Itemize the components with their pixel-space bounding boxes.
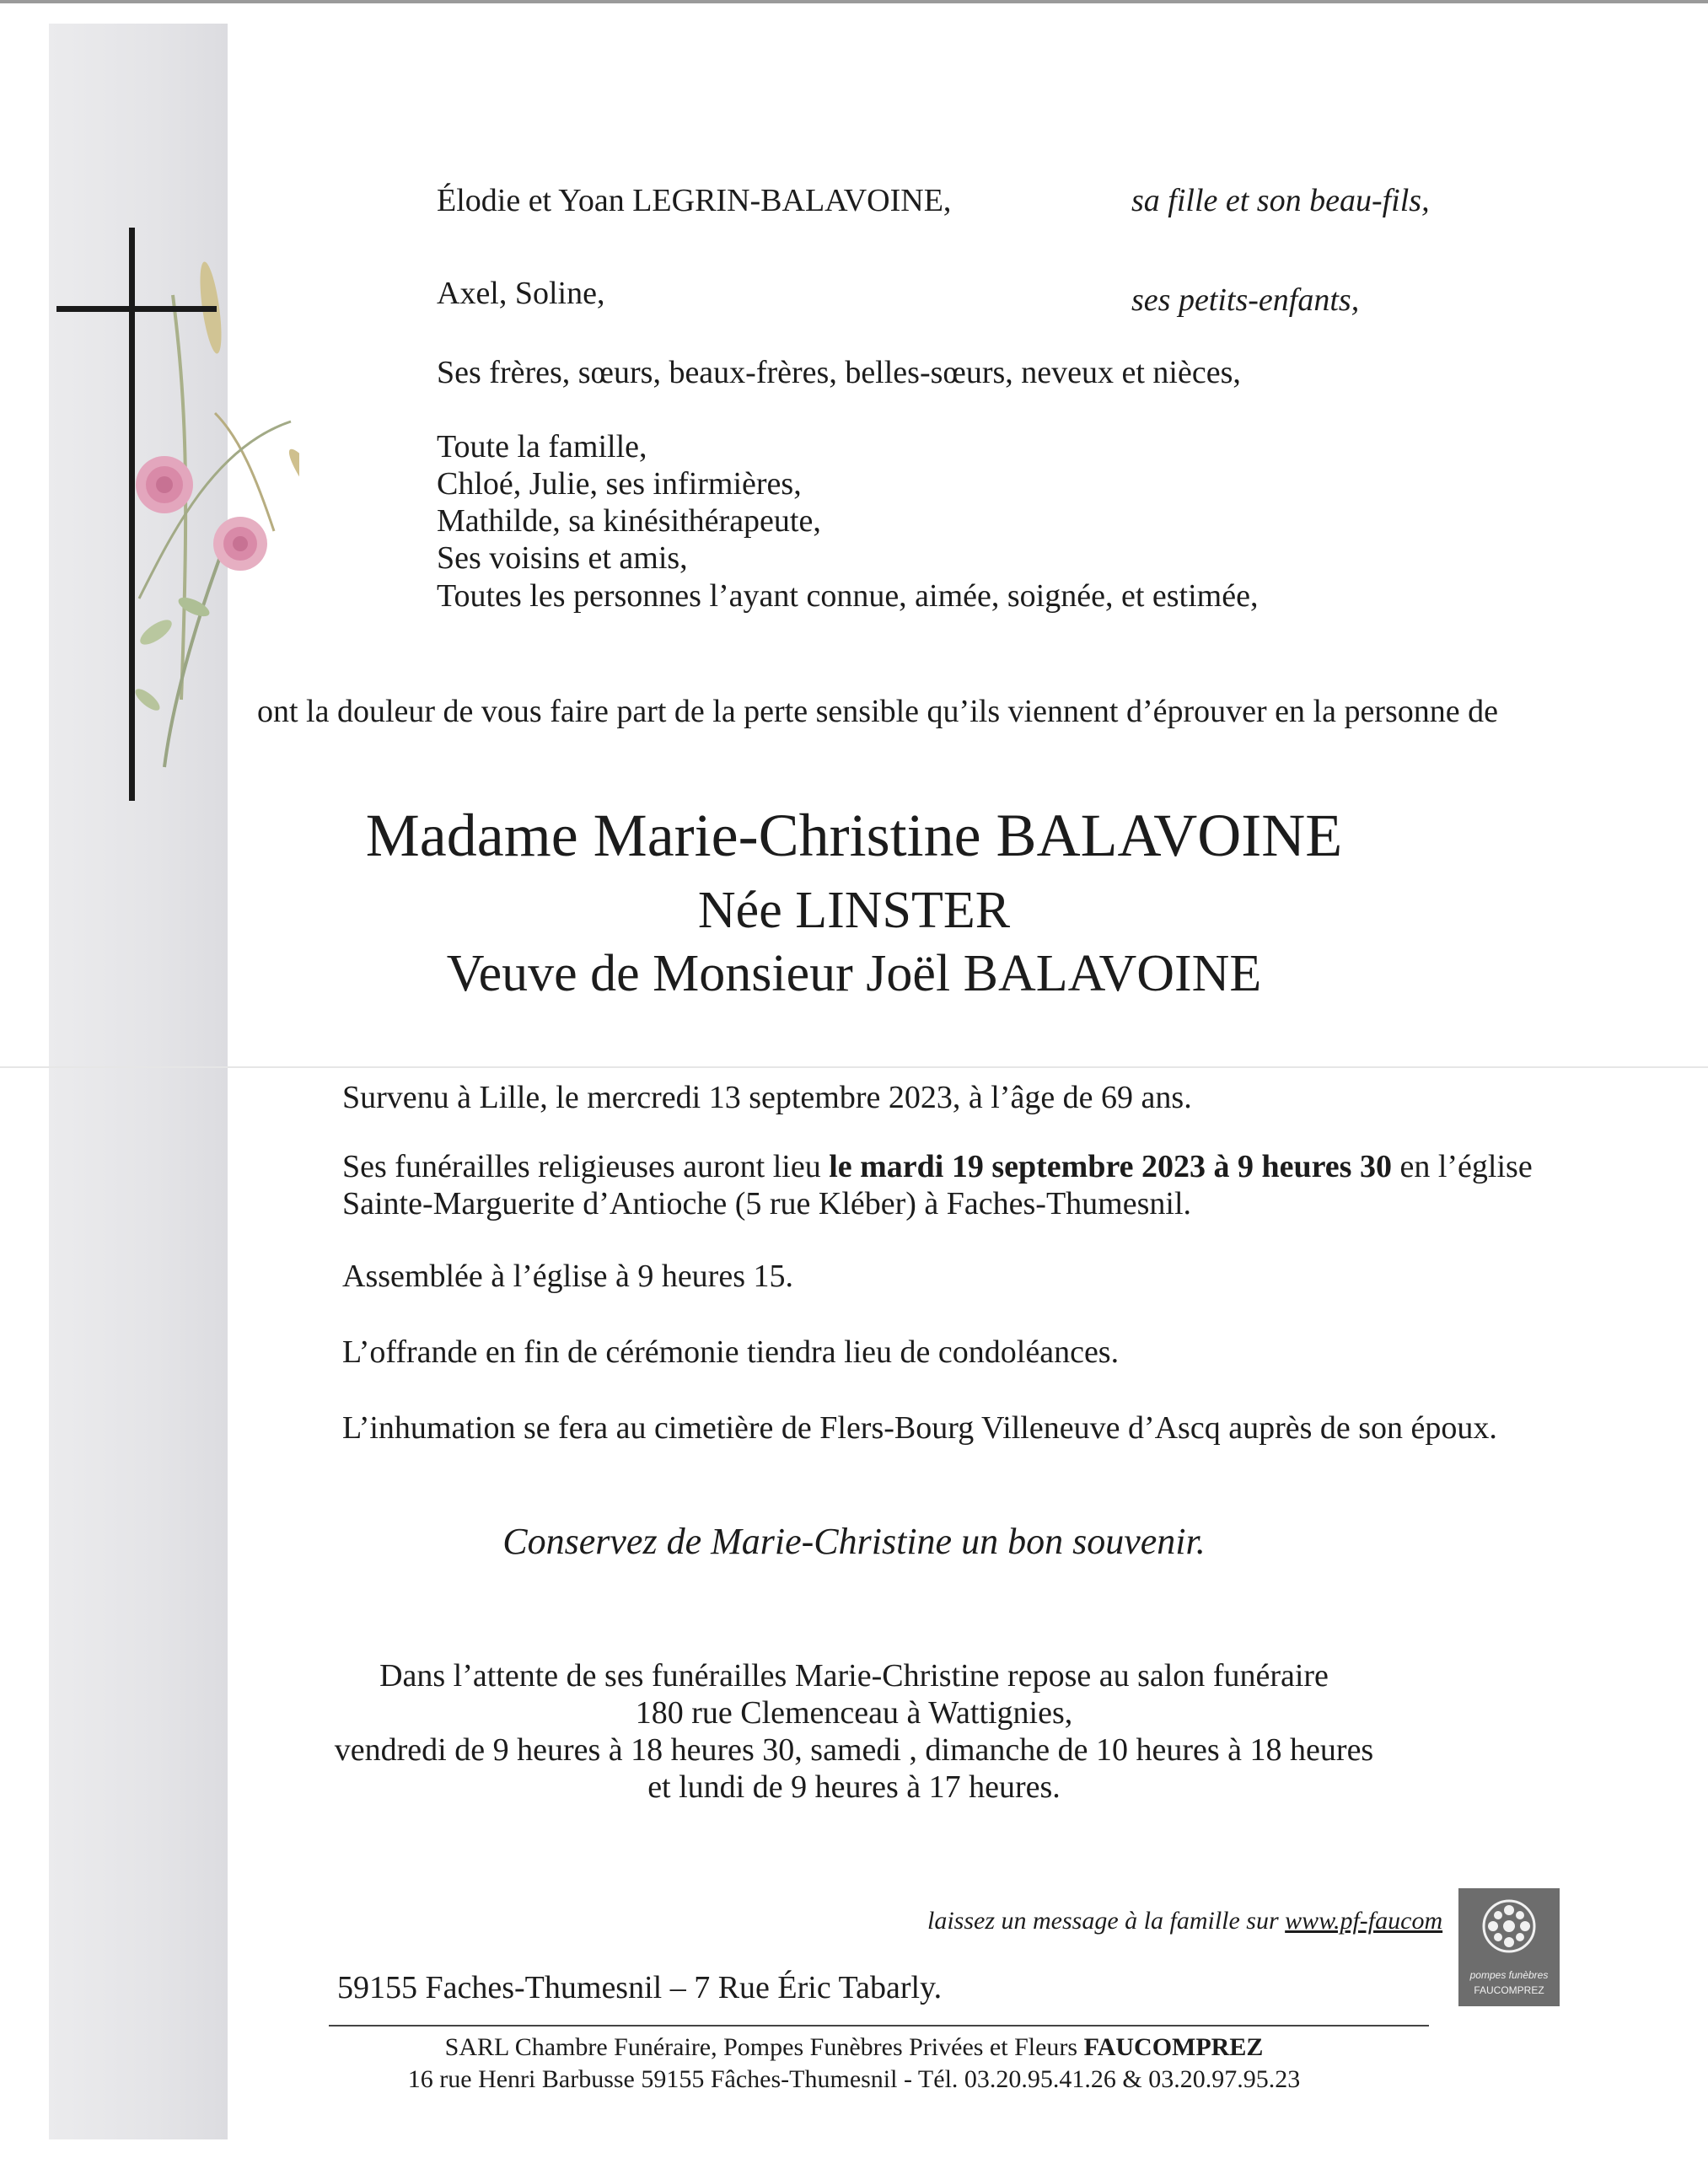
family-other-item: Chloé, Julie, ses infirmières, [437, 466, 802, 502]
burial-details: L’inhumation se fera au cimetière de Flers-Bourg Villeneuve d’Ascq auprès de son époux. [342, 1410, 1497, 1446]
footer-company [0, 2033, 1708, 2062]
rest-line: et lundi de 9 heures à 17 heures. [647, 1769, 1061, 1805]
fold-line [0, 1066, 1708, 1068]
logo-caption: pompes funèbres [1469, 1969, 1549, 1981]
family-address: 59155 Faches-Thumesnil – 7 Rue Éric Tabarly. [337, 1970, 943, 2005]
online-message-note [927, 1907, 1442, 1935]
top-border [0, 0, 1708, 3]
online-message-text: laissez un message à la famille sur [927, 1907, 1286, 1935]
rest-line: Dans l’attente de ses funérailles Marie-Christine repose au salon funéraire [379, 1658, 1329, 1694]
family-daughter: Élodie et Yoan LEGRIN-BALAVOINE, [437, 183, 952, 218]
family-other-item: Toute la famille, [437, 429, 647, 464]
website-link[interactable]: www.pf-faucom [1285, 1907, 1443, 1935]
family-other-item: Mathilde, sa kinésithérapeute, [437, 503, 821, 539]
death-details: Survenu à Lille, le mercredi 13 septembre 2023, à l’âge de 69 ans. [342, 1080, 1192, 1115]
logo-name: FAUCOMPREZ [1474, 1984, 1544, 1996]
family-other-item: Toutes les personnes l’ayant connue, aimée, soignée, et estimée, [437, 578, 1259, 614]
offering-note: L’offrande en fin de cérémonie tiendra lieu de condoléances. [342, 1334, 1120, 1370]
footer-contact: 16 rue Henri Barbusse 59155 Fâches-Thumesnil - Tél. 03.20.95.41.26 & 03.20.97.95.23 [407, 2065, 1301, 2093]
deceased-name: Madame Marie-Christine BALAVOINE [365, 802, 1343, 869]
funeral-details [342, 1148, 1533, 1185]
family-daughter-role: sa fille et son beau-fils, [1131, 183, 1430, 218]
deceased-maiden-name: Née LINSTER [697, 882, 1011, 939]
family-grandchildren-role: ses petits-enfants, [1131, 282, 1360, 318]
footer-rule [329, 2025, 1429, 2026]
assembly-time: Assemblée à l’église à 9 heures 15. [342, 1259, 793, 1294]
faucomprez-logo [1458, 1888, 1560, 2006]
funeral-pre: Ses funérailles religieuses auront lieu [342, 1149, 830, 1184]
family-siblings: Ses frères, sœurs, beaux-frères, belles-sœurs, neveux et nièces, [437, 355, 1241, 390]
family-other-item: Ses voisins et amis, [437, 540, 688, 576]
deceased-widow-of: Veuve de Monsieur Joël BALAVOINE [446, 945, 1262, 1002]
flower-emblem-icon [1480, 1897, 1539, 1956]
funeral-post: en l’église [1391, 1149, 1533, 1184]
rest-line: 180 rue Clemenceau à Wattignies, [635, 1695, 1073, 1731]
family-grandchildren: Axel, Soline, [437, 276, 605, 311]
footer-company-name: FAUCOMPREZ [1083, 2033, 1264, 2061]
funeral-date-time: le mardi 19 septembre 2023 à 9 heures 30 [829, 1149, 1392, 1184]
funeral-location: Sainte-Marguerite d’Antioche (5 rue Kléber) à Faches-Thumesnil. [342, 1186, 1191, 1221]
footer-company-text: SARL Chambre Funéraire, Pompes Funèbres Privées et Fleurs [444, 2033, 1084, 2061]
rest-line: vendredi de 9 heures à 18 heures 30, samedi , dimanche de 10 heures à 18 heures [334, 1732, 1374, 1768]
memory-message: Conservez de Marie-Christine un bon souvenir. [502, 1521, 1206, 1562]
announcement-text: ont la douleur de vous faire part de la perte sensible qu’ils viennent d’éprouver en la personne de [257, 694, 1498, 729]
